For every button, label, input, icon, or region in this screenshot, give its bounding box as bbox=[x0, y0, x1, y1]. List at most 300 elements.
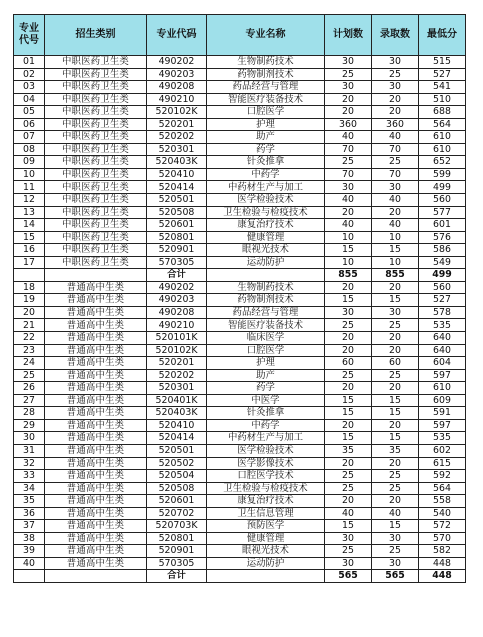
major-number-cell: 18 bbox=[14, 281, 45, 294]
major-number-cell: 21 bbox=[14, 319, 45, 332]
major-number-cell: 16 bbox=[14, 244, 45, 257]
admit-count-cell: 855 bbox=[372, 269, 419, 282]
min-score-cell: 527 bbox=[419, 68, 466, 81]
admit-count-cell: 25 bbox=[372, 156, 419, 169]
major-code-cell: 520201 bbox=[147, 118, 207, 131]
major-number-cell: 35 bbox=[14, 495, 45, 508]
major-number-cell: 17 bbox=[14, 256, 45, 269]
table-row bbox=[14, 382, 466, 395]
admit-count-cell: 10 bbox=[372, 231, 419, 244]
major-name-cell: 生物制药技术 bbox=[207, 281, 325, 294]
admit-count-cell: 20 bbox=[372, 206, 419, 219]
major-name-cell: 药学 bbox=[207, 143, 325, 156]
table-row bbox=[14, 545, 466, 558]
major-number-cell: 40 bbox=[14, 557, 45, 570]
major-code-cell: 520502 bbox=[147, 457, 207, 470]
major-number-cell: 33 bbox=[14, 470, 45, 483]
major-name-cell: 助产 bbox=[207, 369, 325, 382]
major-name-cell: 医学检验技术 bbox=[207, 194, 325, 207]
category-cell: 中职医药卫生类 bbox=[45, 143, 147, 156]
category-cell bbox=[45, 269, 147, 282]
min-score-cell: 564 bbox=[419, 482, 466, 495]
min-score-cell: 499 bbox=[419, 269, 466, 282]
major-name-cell: 康复治疗技术 bbox=[207, 219, 325, 232]
major-number-cell: 25 bbox=[14, 369, 45, 382]
category-cell: 普通高中生类 bbox=[45, 382, 147, 395]
major-number-cell: 06 bbox=[14, 118, 45, 131]
plan-count-cell: 15 bbox=[325, 432, 372, 445]
plan-count-cell: 25 bbox=[325, 369, 372, 382]
min-score-cell: 558 bbox=[419, 495, 466, 508]
major-number-cell: 08 bbox=[14, 143, 45, 156]
plan-count-cell: 20 bbox=[325, 495, 372, 508]
min-score-cell: 549 bbox=[419, 256, 466, 269]
category-cell: 普通高中生类 bbox=[45, 432, 147, 445]
table-row bbox=[14, 532, 466, 545]
table-row bbox=[14, 68, 466, 81]
major-code-cell: 520401K bbox=[147, 394, 207, 407]
major-code-cell: 520508 bbox=[147, 206, 207, 219]
major-name-cell: 针灸推拿 bbox=[207, 407, 325, 420]
table-row bbox=[14, 206, 466, 219]
major-number-cell bbox=[14, 269, 45, 282]
plan-count-cell: 25 bbox=[325, 545, 372, 558]
category-cell: 普通高中生类 bbox=[45, 557, 147, 570]
plan-count-cell: 30 bbox=[325, 532, 372, 545]
major-code-cell: 520403K bbox=[147, 156, 207, 169]
admissions-table-container bbox=[13, 14, 466, 583]
category-cell: 普通高中生类 bbox=[45, 532, 147, 545]
table-row bbox=[14, 93, 466, 106]
category-cell bbox=[45, 570, 147, 583]
plan-count-cell: 60 bbox=[325, 357, 372, 370]
plan-count-cell: 25 bbox=[325, 482, 372, 495]
category-cell: 普通高中生类 bbox=[45, 369, 147, 382]
major-number-cell: 09 bbox=[14, 156, 45, 169]
table-row bbox=[14, 344, 466, 357]
major-name-cell: 临床医学 bbox=[207, 332, 325, 345]
category-cell: 普通高中生类 bbox=[45, 545, 147, 558]
admit-count-cell: 20 bbox=[372, 106, 419, 119]
category-cell: 普通高中生类 bbox=[45, 419, 147, 432]
min-score-cell: 597 bbox=[419, 419, 466, 432]
major-code-cell: 520202 bbox=[147, 369, 207, 382]
min-score-cell: 499 bbox=[419, 181, 466, 194]
major-code-cell: 520201 bbox=[147, 357, 207, 370]
category-cell: 中职医药卫生类 bbox=[45, 68, 147, 81]
category-cell: 中职医药卫生类 bbox=[45, 219, 147, 232]
table-row bbox=[14, 281, 466, 294]
plan-count-cell: 15 bbox=[325, 394, 372, 407]
major-code-cell: 570305 bbox=[147, 256, 207, 269]
min-score-cell: 448 bbox=[419, 557, 466, 570]
admit-count-cell: 20 bbox=[372, 332, 419, 345]
plan-count-cell: 30 bbox=[325, 56, 372, 69]
total-row bbox=[14, 570, 466, 583]
major-code-cell: 520301 bbox=[147, 143, 207, 156]
category-cell: 中职医药卫生类 bbox=[45, 106, 147, 119]
plan-count-cell: 20 bbox=[325, 419, 372, 432]
table-body bbox=[14, 56, 466, 583]
major-code-cell: 490202 bbox=[147, 56, 207, 69]
min-score-cell: 577 bbox=[419, 206, 466, 219]
major-code-cell: 520601 bbox=[147, 219, 207, 232]
major-number-cell: 13 bbox=[14, 206, 45, 219]
category-cell: 普通高中生类 bbox=[45, 344, 147, 357]
min-score-cell: 610 bbox=[419, 131, 466, 144]
major-code-cell: 490210 bbox=[147, 319, 207, 332]
admit-count-cell: 30 bbox=[372, 181, 419, 194]
table-row bbox=[14, 194, 466, 207]
min-score-cell: 604 bbox=[419, 357, 466, 370]
plan-count-cell: 40 bbox=[325, 219, 372, 232]
major-number-cell: 04 bbox=[14, 93, 45, 106]
header-row bbox=[14, 15, 466, 56]
category-cell: 普通高中生类 bbox=[45, 482, 147, 495]
admit-count-cell: 25 bbox=[372, 319, 419, 332]
category-cell: 中职医药卫生类 bbox=[45, 118, 147, 131]
admit-count-cell: 20 bbox=[372, 344, 419, 357]
major-code-cell: 520414 bbox=[147, 181, 207, 194]
major-number-cell: 37 bbox=[14, 520, 45, 533]
min-score-cell: 599 bbox=[419, 168, 466, 181]
major-code-cell: 520504 bbox=[147, 470, 207, 483]
table-row bbox=[14, 507, 466, 520]
admit-count-cell: 20 bbox=[372, 495, 419, 508]
major-name-cell: 药品经营与管理 bbox=[207, 81, 325, 94]
category-cell: 普通高中生类 bbox=[45, 319, 147, 332]
admit-count-cell: 25 bbox=[372, 369, 419, 382]
admit-count-cell: 40 bbox=[372, 219, 419, 232]
plan-count-cell: 360 bbox=[325, 118, 372, 131]
min-score-cell: 578 bbox=[419, 306, 466, 319]
category-cell: 普通高中生类 bbox=[45, 294, 147, 307]
major-number-cell: 10 bbox=[14, 168, 45, 181]
major-number-cell: 19 bbox=[14, 294, 45, 307]
category-cell: 普通高中生类 bbox=[45, 332, 147, 345]
major-number-cell: 07 bbox=[14, 131, 45, 144]
major-name-cell: 护理 bbox=[207, 118, 325, 131]
plan-count-cell: 30 bbox=[325, 557, 372, 570]
major-name-cell: 药品经营与管理 bbox=[207, 306, 325, 319]
major-name-cell: 健康管理 bbox=[207, 532, 325, 545]
table-row bbox=[14, 81, 466, 94]
plan-count-cell: 20 bbox=[325, 206, 372, 219]
min-score-cell: 640 bbox=[419, 344, 466, 357]
category-cell: 中职医药卫生类 bbox=[45, 194, 147, 207]
major-number-cell bbox=[14, 570, 45, 583]
major-number-cell: 05 bbox=[14, 106, 45, 119]
min-score-cell: 591 bbox=[419, 407, 466, 420]
plan-count-cell: 25 bbox=[325, 319, 372, 332]
plan-count-cell: 20 bbox=[325, 344, 372, 357]
major-name-cell: 中药材生产与加工 bbox=[207, 181, 325, 194]
total-row bbox=[14, 269, 466, 282]
category-cell: 中职医药卫生类 bbox=[45, 244, 147, 257]
major-number-cell: 22 bbox=[14, 332, 45, 345]
min-score-cell: 527 bbox=[419, 294, 466, 307]
major-name-cell: 护理 bbox=[207, 357, 325, 370]
header-major-number-line2: 代号 bbox=[19, 35, 39, 46]
major-code-cell: 490202 bbox=[147, 281, 207, 294]
min-score-cell: 597 bbox=[419, 369, 466, 382]
major-name-cell: 康复治疗技术 bbox=[207, 495, 325, 508]
admit-count-cell: 40 bbox=[372, 507, 419, 520]
plan-count-cell: 20 bbox=[325, 93, 372, 106]
major-code-cell: 520901 bbox=[147, 545, 207, 558]
major-name-cell: 智能医疗装备技术 bbox=[207, 93, 325, 106]
min-score-cell: 576 bbox=[419, 231, 466, 244]
major-code-cell: 520801 bbox=[147, 532, 207, 545]
major-name-cell: 口腔医学技术 bbox=[207, 470, 325, 483]
major-number-cell: 27 bbox=[14, 394, 45, 407]
plan-count-cell: 565 bbox=[325, 570, 372, 583]
category-cell: 普通高中生类 bbox=[45, 520, 147, 533]
plan-count-cell: 35 bbox=[325, 444, 372, 457]
major-name-cell bbox=[207, 269, 325, 282]
major-name-cell: 中药学 bbox=[207, 168, 325, 181]
min-score-cell: 586 bbox=[419, 244, 466, 257]
major-name-cell: 预防医学 bbox=[207, 520, 325, 533]
min-score-cell: 510 bbox=[419, 93, 466, 106]
major-name-cell: 医学检验技术 bbox=[207, 444, 325, 457]
plan-count-cell: 20 bbox=[325, 332, 372, 345]
table-row bbox=[14, 419, 466, 432]
min-score-cell: 688 bbox=[419, 106, 466, 119]
major-number-cell: 01 bbox=[14, 56, 45, 69]
plan-count-cell: 70 bbox=[325, 168, 372, 181]
admit-count-cell: 15 bbox=[372, 244, 419, 257]
major-name-cell: 眼视光技术 bbox=[207, 244, 325, 257]
admit-count-cell: 15 bbox=[372, 394, 419, 407]
min-score-cell: 560 bbox=[419, 281, 466, 294]
major-number-cell: 20 bbox=[14, 306, 45, 319]
admit-count-cell: 360 bbox=[372, 118, 419, 131]
major-code-cell: 570305 bbox=[147, 557, 207, 570]
major-code-cell: 合计 bbox=[147, 269, 207, 282]
table-row bbox=[14, 357, 466, 370]
major-name-cell: 医学影像技术 bbox=[207, 457, 325, 470]
major-code-cell: 490208 bbox=[147, 306, 207, 319]
major-name-cell: 健康管理 bbox=[207, 231, 325, 244]
admit-count-cell: 25 bbox=[372, 482, 419, 495]
plan-count-cell: 40 bbox=[325, 131, 372, 144]
table-row bbox=[14, 332, 466, 345]
table-row bbox=[14, 156, 466, 169]
min-score-cell: 448 bbox=[419, 570, 466, 583]
major-code-cell: 520410 bbox=[147, 419, 207, 432]
plan-count-cell: 10 bbox=[325, 231, 372, 244]
min-score-cell: 560 bbox=[419, 194, 466, 207]
major-code-cell: 520301 bbox=[147, 382, 207, 395]
header-major-name: 专业名称 bbox=[207, 15, 325, 56]
admit-count-cell: 30 bbox=[372, 557, 419, 570]
header-plan-count: 计划数 bbox=[325, 15, 372, 56]
category-cell: 普通高中生类 bbox=[45, 495, 147, 508]
major-code-cell: 520202 bbox=[147, 131, 207, 144]
major-name-cell bbox=[207, 570, 325, 583]
admit-count-cell: 15 bbox=[372, 407, 419, 420]
plan-count-cell: 30 bbox=[325, 306, 372, 319]
category-cell: 中职医药卫生类 bbox=[45, 206, 147, 219]
major-code-cell: 520501 bbox=[147, 444, 207, 457]
min-score-cell: 515 bbox=[419, 56, 466, 69]
min-score-cell: 609 bbox=[419, 394, 466, 407]
category-cell: 普通高中生类 bbox=[45, 394, 147, 407]
table-row bbox=[14, 432, 466, 445]
major-code-cell: 520601 bbox=[147, 495, 207, 508]
min-score-cell: 572 bbox=[419, 520, 466, 533]
min-score-cell: 535 bbox=[419, 319, 466, 332]
table-row bbox=[14, 407, 466, 420]
plan-count-cell: 20 bbox=[325, 382, 372, 395]
table-row bbox=[14, 231, 466, 244]
admit-count-cell: 40 bbox=[372, 131, 419, 144]
major-name-cell: 药物制剂技术 bbox=[207, 68, 325, 81]
category-cell: 普通高中生类 bbox=[45, 457, 147, 470]
header-admit-count: 录取数 bbox=[372, 15, 419, 56]
plan-count-cell: 20 bbox=[325, 457, 372, 470]
table-row bbox=[14, 56, 466, 69]
major-code-cell: 490203 bbox=[147, 294, 207, 307]
major-name-cell: 口腔医学 bbox=[207, 106, 325, 119]
min-score-cell: 610 bbox=[419, 382, 466, 395]
plan-count-cell: 30 bbox=[325, 81, 372, 94]
major-number-cell: 15 bbox=[14, 231, 45, 244]
table-row bbox=[14, 168, 466, 181]
category-cell: 中职医药卫生类 bbox=[45, 131, 147, 144]
major-number-cell: 38 bbox=[14, 532, 45, 545]
min-score-cell: 652 bbox=[419, 156, 466, 169]
min-score-cell: 602 bbox=[419, 444, 466, 457]
table-row bbox=[14, 131, 466, 144]
table-row bbox=[14, 557, 466, 570]
major-code-cell: 520703K bbox=[147, 520, 207, 533]
major-name-cell: 药学 bbox=[207, 382, 325, 395]
table-row bbox=[14, 306, 466, 319]
plan-count-cell: 15 bbox=[325, 407, 372, 420]
major-name-cell: 口腔医学 bbox=[207, 344, 325, 357]
major-number-cell: 14 bbox=[14, 219, 45, 232]
category-cell: 普通高中生类 bbox=[45, 357, 147, 370]
category-cell: 普通高中生类 bbox=[45, 507, 147, 520]
plan-count-cell: 25 bbox=[325, 68, 372, 81]
major-number-cell: 24 bbox=[14, 357, 45, 370]
major-name-cell: 针灸推拿 bbox=[207, 156, 325, 169]
major-code-cell: 520102K bbox=[147, 344, 207, 357]
min-score-cell: 540 bbox=[419, 507, 466, 520]
plan-count-cell: 20 bbox=[325, 106, 372, 119]
major-number-cell: 34 bbox=[14, 482, 45, 495]
min-score-cell: 541 bbox=[419, 81, 466, 94]
major-number-cell: 26 bbox=[14, 382, 45, 395]
admit-count-cell: 25 bbox=[372, 68, 419, 81]
major-code-cell: 490203 bbox=[147, 68, 207, 81]
major-name-cell: 药物制剂技术 bbox=[207, 294, 325, 307]
table-row bbox=[14, 143, 466, 156]
major-code-cell: 520414 bbox=[147, 432, 207, 445]
major-code-cell: 520101K bbox=[147, 332, 207, 345]
category-cell: 中职医药卫生类 bbox=[45, 93, 147, 106]
category-cell: 中职医药卫生类 bbox=[45, 256, 147, 269]
table-row bbox=[14, 219, 466, 232]
admit-count-cell: 565 bbox=[372, 570, 419, 583]
major-name-cell: 中医学 bbox=[207, 394, 325, 407]
table-row bbox=[14, 482, 466, 495]
category-cell: 中职医药卫生类 bbox=[45, 231, 147, 244]
major-number-cell: 36 bbox=[14, 507, 45, 520]
major-name-cell: 智能医疗装备技术 bbox=[207, 319, 325, 332]
table-row bbox=[14, 444, 466, 457]
admit-count-cell: 30 bbox=[372, 306, 419, 319]
min-score-cell: 615 bbox=[419, 457, 466, 470]
major-name-cell: 助产 bbox=[207, 131, 325, 144]
category-cell: 普通高中生类 bbox=[45, 281, 147, 294]
major-name-cell: 生物制药技术 bbox=[207, 56, 325, 69]
plan-count-cell: 40 bbox=[325, 507, 372, 520]
major-code-cell: 520102K bbox=[147, 106, 207, 119]
major-name-cell: 运动防护 bbox=[207, 557, 325, 570]
table-row bbox=[14, 256, 466, 269]
major-code-cell: 520801 bbox=[147, 231, 207, 244]
table-row bbox=[14, 457, 466, 470]
major-number-cell: 29 bbox=[14, 419, 45, 432]
major-code-cell: 520702 bbox=[147, 507, 207, 520]
major-number-cell: 30 bbox=[14, 432, 45, 445]
plan-count-cell: 855 bbox=[325, 269, 372, 282]
plan-count-cell: 25 bbox=[325, 470, 372, 483]
plan-count-cell: 30 bbox=[325, 181, 372, 194]
category-cell: 普通高中生类 bbox=[45, 470, 147, 483]
min-score-cell: 601 bbox=[419, 219, 466, 232]
admit-count-cell: 20 bbox=[372, 457, 419, 470]
major-number-cell: 12 bbox=[14, 194, 45, 207]
admit-count-cell: 60 bbox=[372, 357, 419, 370]
min-score-cell: 535 bbox=[419, 432, 466, 445]
admit-count-cell: 20 bbox=[372, 93, 419, 106]
plan-count-cell: 10 bbox=[325, 256, 372, 269]
admit-count-cell: 70 bbox=[372, 143, 419, 156]
category-cell: 中职医药卫生类 bbox=[45, 168, 147, 181]
min-score-cell: 570 bbox=[419, 532, 466, 545]
category-cell: 普通高中生类 bbox=[45, 306, 147, 319]
admit-count-cell: 15 bbox=[372, 432, 419, 445]
header-major-code: 专业代码 bbox=[147, 15, 207, 56]
table-row bbox=[14, 394, 466, 407]
major-number-cell: 23 bbox=[14, 344, 45, 357]
admit-count-cell: 10 bbox=[372, 256, 419, 269]
header-category: 招生类别 bbox=[45, 15, 147, 56]
major-name-cell: 卫生检验与检疫技术 bbox=[207, 206, 325, 219]
header-min-score: 最低分 bbox=[419, 15, 466, 56]
min-score-cell: 640 bbox=[419, 332, 466, 345]
admit-count-cell: 25 bbox=[372, 545, 419, 558]
header-major-number bbox=[14, 15, 45, 56]
major-name-cell: 卫生信息管理 bbox=[207, 507, 325, 520]
plan-count-cell: 15 bbox=[325, 520, 372, 533]
major-number-cell: 39 bbox=[14, 545, 45, 558]
major-name-cell: 眼视光技术 bbox=[207, 545, 325, 558]
major-code-cell: 490210 bbox=[147, 93, 207, 106]
min-score-cell: 592 bbox=[419, 470, 466, 483]
admit-count-cell: 25 bbox=[372, 470, 419, 483]
category-cell: 中职医药卫生类 bbox=[45, 181, 147, 194]
admissions-table bbox=[13, 14, 466, 583]
category-cell: 普通高中生类 bbox=[45, 407, 147, 420]
header-major-number-line1: 专业 bbox=[19, 22, 39, 34]
plan-count-cell: 70 bbox=[325, 143, 372, 156]
major-code-cell: 490208 bbox=[147, 81, 207, 94]
